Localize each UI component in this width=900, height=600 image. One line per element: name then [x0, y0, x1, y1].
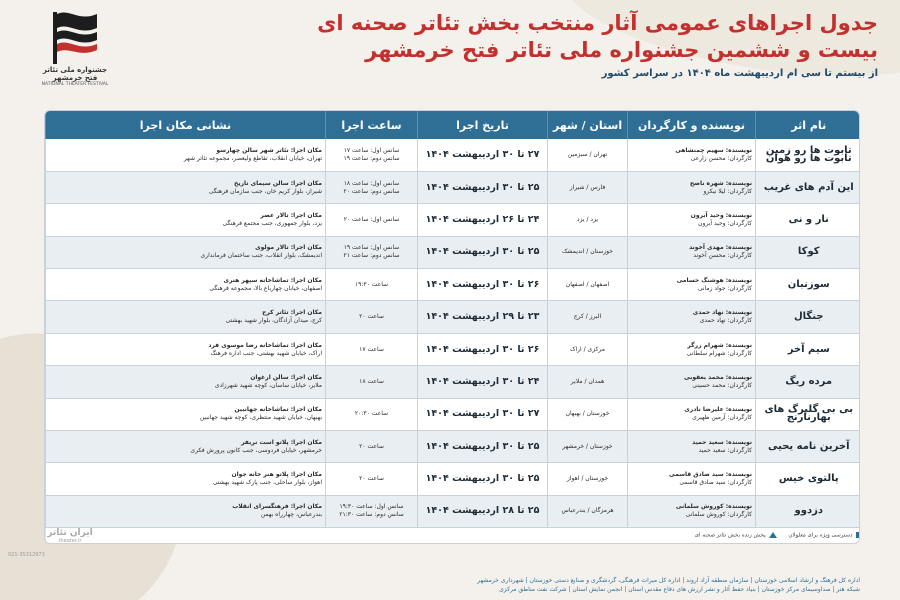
date: ۲۶ تا ۳۰ اردیبهشت ۱۴۰۴	[418, 333, 548, 365]
venue: مکان اجرا: تالار مولوی	[255, 244, 322, 252]
time-1: ساعت ۲۰	[359, 313, 384, 321]
author-director	[628, 398, 756, 430]
festival-logo	[40, 8, 110, 100]
venue-address	[46, 139, 326, 171]
address: اراک، خیابان شهید بهشتی، جنب اداره فرهنگ	[210, 349, 322, 357]
venue-address	[46, 463, 326, 495]
time	[326, 269, 418, 301]
venue: مکان اجرا: تئاتر شهر سالن چهارسو	[216, 146, 322, 154]
legend-item	[788, 532, 860, 539]
table-row	[46, 301, 861, 333]
time-2: سانس دوم: ساعت ۲۱:۳۰	[339, 511, 404, 519]
table-row	[46, 431, 861, 463]
time	[326, 398, 418, 430]
venue-address	[46, 204, 326, 236]
play-title: کوکا	[756, 236, 861, 268]
venue: مکان اجرا: تالار عصر	[260, 211, 322, 219]
director: کارگردان: آرمین ظهیری	[692, 414, 752, 422]
col-author: نویسنده و کارگردان	[628, 111, 756, 139]
legend-label: دسترسی ویژه برای معلولان	[788, 532, 853, 539]
city: خوزستان / خرمشهر	[548, 431, 628, 463]
author: نویسنده: سعید حمید	[692, 438, 752, 446]
play-title: این آدم های غریب	[756, 171, 861, 203]
play-title: پالتوی خیس	[756, 463, 861, 495]
time	[326, 139, 418, 171]
play-title: بی بی گلبرگ های بهارنارنج	[756, 398, 861, 430]
city: تهران / سبزمین	[548, 139, 628, 171]
author-director	[628, 333, 756, 365]
schedule-table	[44, 110, 860, 544]
address: اندیمشک، بلوار انقلاب، جنب ساختمان فرمانداری	[200, 252, 322, 260]
author: نویسنده: هوشنگ حسامی	[676, 276, 752, 284]
venue-address	[46, 431, 326, 463]
venue: مکان اجرا: تئاتر کرج	[262, 309, 322, 317]
col-city: استان / شهر	[548, 111, 628, 139]
city: همدان / ملایر	[548, 366, 628, 398]
author-director	[628, 366, 756, 398]
venue: مکان اجرا: فرهنگسرای انقلاب	[232, 503, 322, 511]
table-row	[46, 171, 861, 203]
header	[317, 10, 878, 79]
flag-logo-icon	[47, 8, 103, 66]
author: نویسنده: علیرضا نادری	[684, 406, 752, 414]
city: البرز / کرج	[548, 301, 628, 333]
legend-label: پخش زنده بخش تئاتر صحنه ای	[694, 532, 766, 539]
play-title: تابوت ها رو زمین تابوت ها رو هوان	[756, 139, 861, 171]
venue-address	[46, 398, 326, 430]
author-director	[628, 171, 756, 203]
time-1: سانس اول: ساعت ۱۹	[343, 244, 400, 252]
col-title: نام اثر	[756, 111, 861, 139]
date: ۲۷ تا ۳۰ اردیبهشت ۱۴۰۴	[418, 139, 548, 171]
venue-address	[46, 171, 326, 203]
director: کارگردان: وحید آبرون	[698, 219, 752, 227]
col-date: تاریخ اجرا	[418, 111, 548, 139]
venue-address	[46, 236, 326, 268]
address: اصفهان، خیابان چهارباغ بالا، مجموعه فرهنگی	[209, 284, 322, 292]
table-row	[46, 269, 861, 301]
play-title: سیم آخر	[756, 333, 861, 365]
city: خوزستان / اندیمشک	[548, 236, 628, 268]
badge-text: ایران تئاتر	[47, 528, 93, 538]
address: شیراز، بلوار کریم خان، جنب سازمان فرهنگی	[208, 187, 322, 195]
city: هرمزگان / بندرعباس	[548, 495, 628, 527]
col-address: نشانی مکان اجرا	[46, 111, 326, 139]
author: نویسنده: کوروش سلمانی	[675, 503, 752, 511]
director: کارگردان: محمد حسینی	[692, 381, 752, 389]
venue: مکان اجرا: سالن ارغوان	[250, 373, 322, 381]
time-1: سانس اول: ساعت ۲۰	[343, 215, 400, 223]
venue: مکان اجرا: پلاتو است نریفر	[241, 438, 322, 446]
city: اصفهان / اصفهان	[548, 269, 628, 301]
address: ملایر، خیابان ساسان، کوچه شهید شهرزادی	[214, 381, 322, 389]
author: نویسنده: سید صادق قاسمی	[669, 471, 752, 479]
logo-text: فتح خرمشهر	[52, 74, 98, 82]
author-director	[628, 204, 756, 236]
city: خوزستان / اهواز	[548, 463, 628, 495]
address: تهران، خیابان انقلاب، تقاطع ولیعصر، مجموعه تئاتر شهر	[183, 154, 322, 162]
time	[326, 366, 418, 398]
venue: مکان اجرا: تماشاخانه جهانبین	[234, 406, 322, 414]
table-row	[46, 139, 861, 171]
director: کارگردان: سید صادق قاسمی	[679, 479, 752, 487]
address: خرمشهر، خیابان فردوسی، جنب کانون پرورش فکری	[190, 446, 322, 454]
time	[326, 301, 418, 333]
time	[326, 236, 418, 268]
date: ۲۷ تا ۳۰ اردیبهشت ۱۴۰۴	[418, 398, 548, 430]
table-row	[46, 495, 861, 527]
time-1: ساعت ۲۰	[359, 475, 384, 483]
play-title: آخرین نامه یحیی	[756, 431, 861, 463]
date: ۲۵ تا ۳۰ اردیبهشت ۱۴۰۴	[418, 463, 548, 495]
table-row	[46, 204, 861, 236]
table-header-row	[46, 111, 861, 139]
time-2: سانس دوم: ساعت ۱۹	[343, 154, 400, 162]
sponsor-line: اداره کل فرهنگ و ارشاد اسلامی خوزستان | سازمان منطقه آزاد اروند | اداره کل میراث فرهنگی، گردشگری و صنایع دستی خوزستان | شهرداری خرمشهر	[477, 577, 860, 584]
author-director	[628, 463, 756, 495]
author: نویسنده: شهرام زرگر	[687, 341, 752, 349]
play-title: دزدوو	[756, 495, 861, 527]
address: بندرعباس، چهارراه بهمن	[260, 511, 322, 519]
venue: مکان اجرا: تماشاخانه سپهر هنری	[223, 276, 322, 284]
director: کارگردان: کوروش سلمانی	[685, 511, 752, 519]
time	[326, 333, 418, 365]
play-title: جنگال	[756, 301, 861, 333]
author-director	[628, 431, 756, 463]
logo-text-en: NATIONAL THEATER FESTIVAL	[41, 82, 109, 87]
director: کارگردان: شهرام سلطانی	[686, 349, 752, 357]
time	[326, 431, 418, 463]
venue: مکان اجرا: پلاتو هنر خانه جوان	[231, 471, 322, 479]
date: ۲۶ تا ۳۰ اردیبهشت ۱۴۰۴	[418, 269, 548, 301]
triangle-icon	[769, 532, 777, 538]
legend-item	[695, 532, 777, 539]
time	[326, 495, 418, 527]
date: ۲۵ تا ۳۰ اردیبهشت ۱۴۰۴	[418, 171, 548, 203]
director: کارگردان: سعید حمید	[698, 446, 752, 454]
venue-address	[46, 301, 326, 333]
author: نویسنده: سهیم چمنشاهی	[675, 146, 752, 154]
time-1: سانس اول: ساعت ۱۷	[343, 146, 400, 154]
time	[326, 204, 418, 236]
author: نویسنده: وحید آبرون	[690, 211, 752, 219]
director: کارگردان: لیلا نیکرو	[703, 187, 752, 195]
author: نویسنده: نهاد حمدی	[692, 309, 752, 317]
logo-text: جشنواره ملی تئاتر	[42, 66, 108, 74]
time-1: ساعت ۲۰	[359, 442, 384, 450]
time	[326, 171, 418, 203]
address: اهواز، بلوار ساحلی، جنب پارک شهید بهشتی	[212, 479, 322, 487]
author-director	[628, 301, 756, 333]
phone-number: 021-35312973	[8, 552, 45, 558]
date: ۲۴ تا ۲۶ اردیبهشت ۱۴۰۴	[418, 204, 548, 236]
time-1: ساعت ۱۹:۳۰	[354, 280, 389, 288]
address: بهبهان، خیابان شهید منتظری، کوچه شهید جهانبین	[199, 414, 322, 422]
legend-row	[46, 528, 861, 543]
table-row	[46, 236, 861, 268]
play-title: مرده ریگ	[756, 366, 861, 398]
date-range: از بیستم تا سی ام اردیبهشت ماه ۱۴۰۴ در سراسر کشور	[601, 68, 878, 79]
sponsor-line: شبکه هنر | صداوسیمای مرکز خوزستان | بنیاد حفظ آثار و نشر ارزش های دفاع مقدس استان | انجمن نمایش استان | شرکت نفت مناطق مرکزی	[499, 586, 860, 593]
square-icon	[856, 532, 861, 538]
table-row	[46, 366, 861, 398]
city: یزد / یزد	[548, 204, 628, 236]
page-title: جدول اجراهای عمومی آثار منتخب بخش تئاتر صحنه ای	[317, 11, 878, 35]
time-1: ساعت ۱۸	[359, 377, 384, 385]
time-2: سانس دوم: ساعت ۲۰	[343, 187, 400, 195]
date: ۲۴ تا ۳۰ اردیبهشت ۱۴۰۴	[418, 366, 548, 398]
author-director	[628, 236, 756, 268]
legend	[46, 528, 861, 543]
date: ۲۵ تا ۳۰ اردیبهشت ۱۴۰۴	[418, 236, 548, 268]
venue-address	[46, 366, 326, 398]
city: مرکزی / اراک	[548, 333, 628, 365]
author-director	[628, 495, 756, 527]
address: کرج، میدان آزادگان، بلوار شهید بهشتی	[225, 317, 322, 325]
time	[326, 463, 418, 495]
time-1: ساعت ۲۰:۳۰	[354, 410, 389, 418]
date: ۲۳ تا ۲۹ اردیبهشت ۱۴۰۴	[418, 301, 548, 333]
table-row	[46, 333, 861, 365]
table-row	[46, 398, 861, 430]
time-1: سانس اول: ساعت ۱۹:۳۰	[339, 503, 404, 511]
author-director	[628, 269, 756, 301]
time-1: ساعت ۱۷	[359, 345, 384, 353]
col-time: ساعت اجرا	[326, 111, 418, 139]
author: نویسنده: شهره ناصح	[689, 179, 752, 187]
venue: مکان اجرا: سالن سیمای تاریخ	[234, 179, 322, 187]
director: کارگردان: محسن آخوند	[693, 252, 752, 260]
play-title: نار و نی	[756, 204, 861, 236]
time-2: سانس دوم: ساعت ۲۱	[343, 252, 400, 260]
page-subtitle: بیست و ششمین جشنواره ملی تئاتر فتح خرمشهر	[365, 38, 878, 62]
badge-url: theater.ir	[58, 538, 82, 544]
author: نویسنده: مهدی آخوند	[689, 244, 752, 252]
author: نویسنده: محمد یعقوبی	[684, 373, 752, 381]
table-row	[46, 463, 861, 495]
director: کارگردان: جواد زمانی	[697, 284, 752, 292]
sponsors	[44, 576, 860, 594]
director: کارگردان: محسن زارعی	[690, 154, 752, 162]
address: یزد، بلوار جمهوری، جنب مجتمع فرهنگی	[222, 219, 322, 227]
venue-address	[46, 269, 326, 301]
city: فارس / شیراز	[548, 171, 628, 203]
venue-address	[46, 495, 326, 527]
author-director	[628, 139, 756, 171]
director: کارگردان: نهاد حمدی	[699, 317, 752, 325]
play-title: سوزنبان	[756, 269, 861, 301]
venue-address	[46, 333, 326, 365]
venue: مکان اجرا: تماشاخانه رضا موسوی فرد	[208, 341, 322, 349]
city: خوزستان / بهبهان	[548, 398, 628, 430]
date: ۲۵ تا ۲۸ اردیبهشت ۱۴۰۴	[418, 495, 548, 527]
time-1: سانس اول: ساعت ۱۸	[343, 179, 400, 187]
date: ۲۵ تا ۳۰ اردیبهشت ۱۴۰۴	[418, 431, 548, 463]
